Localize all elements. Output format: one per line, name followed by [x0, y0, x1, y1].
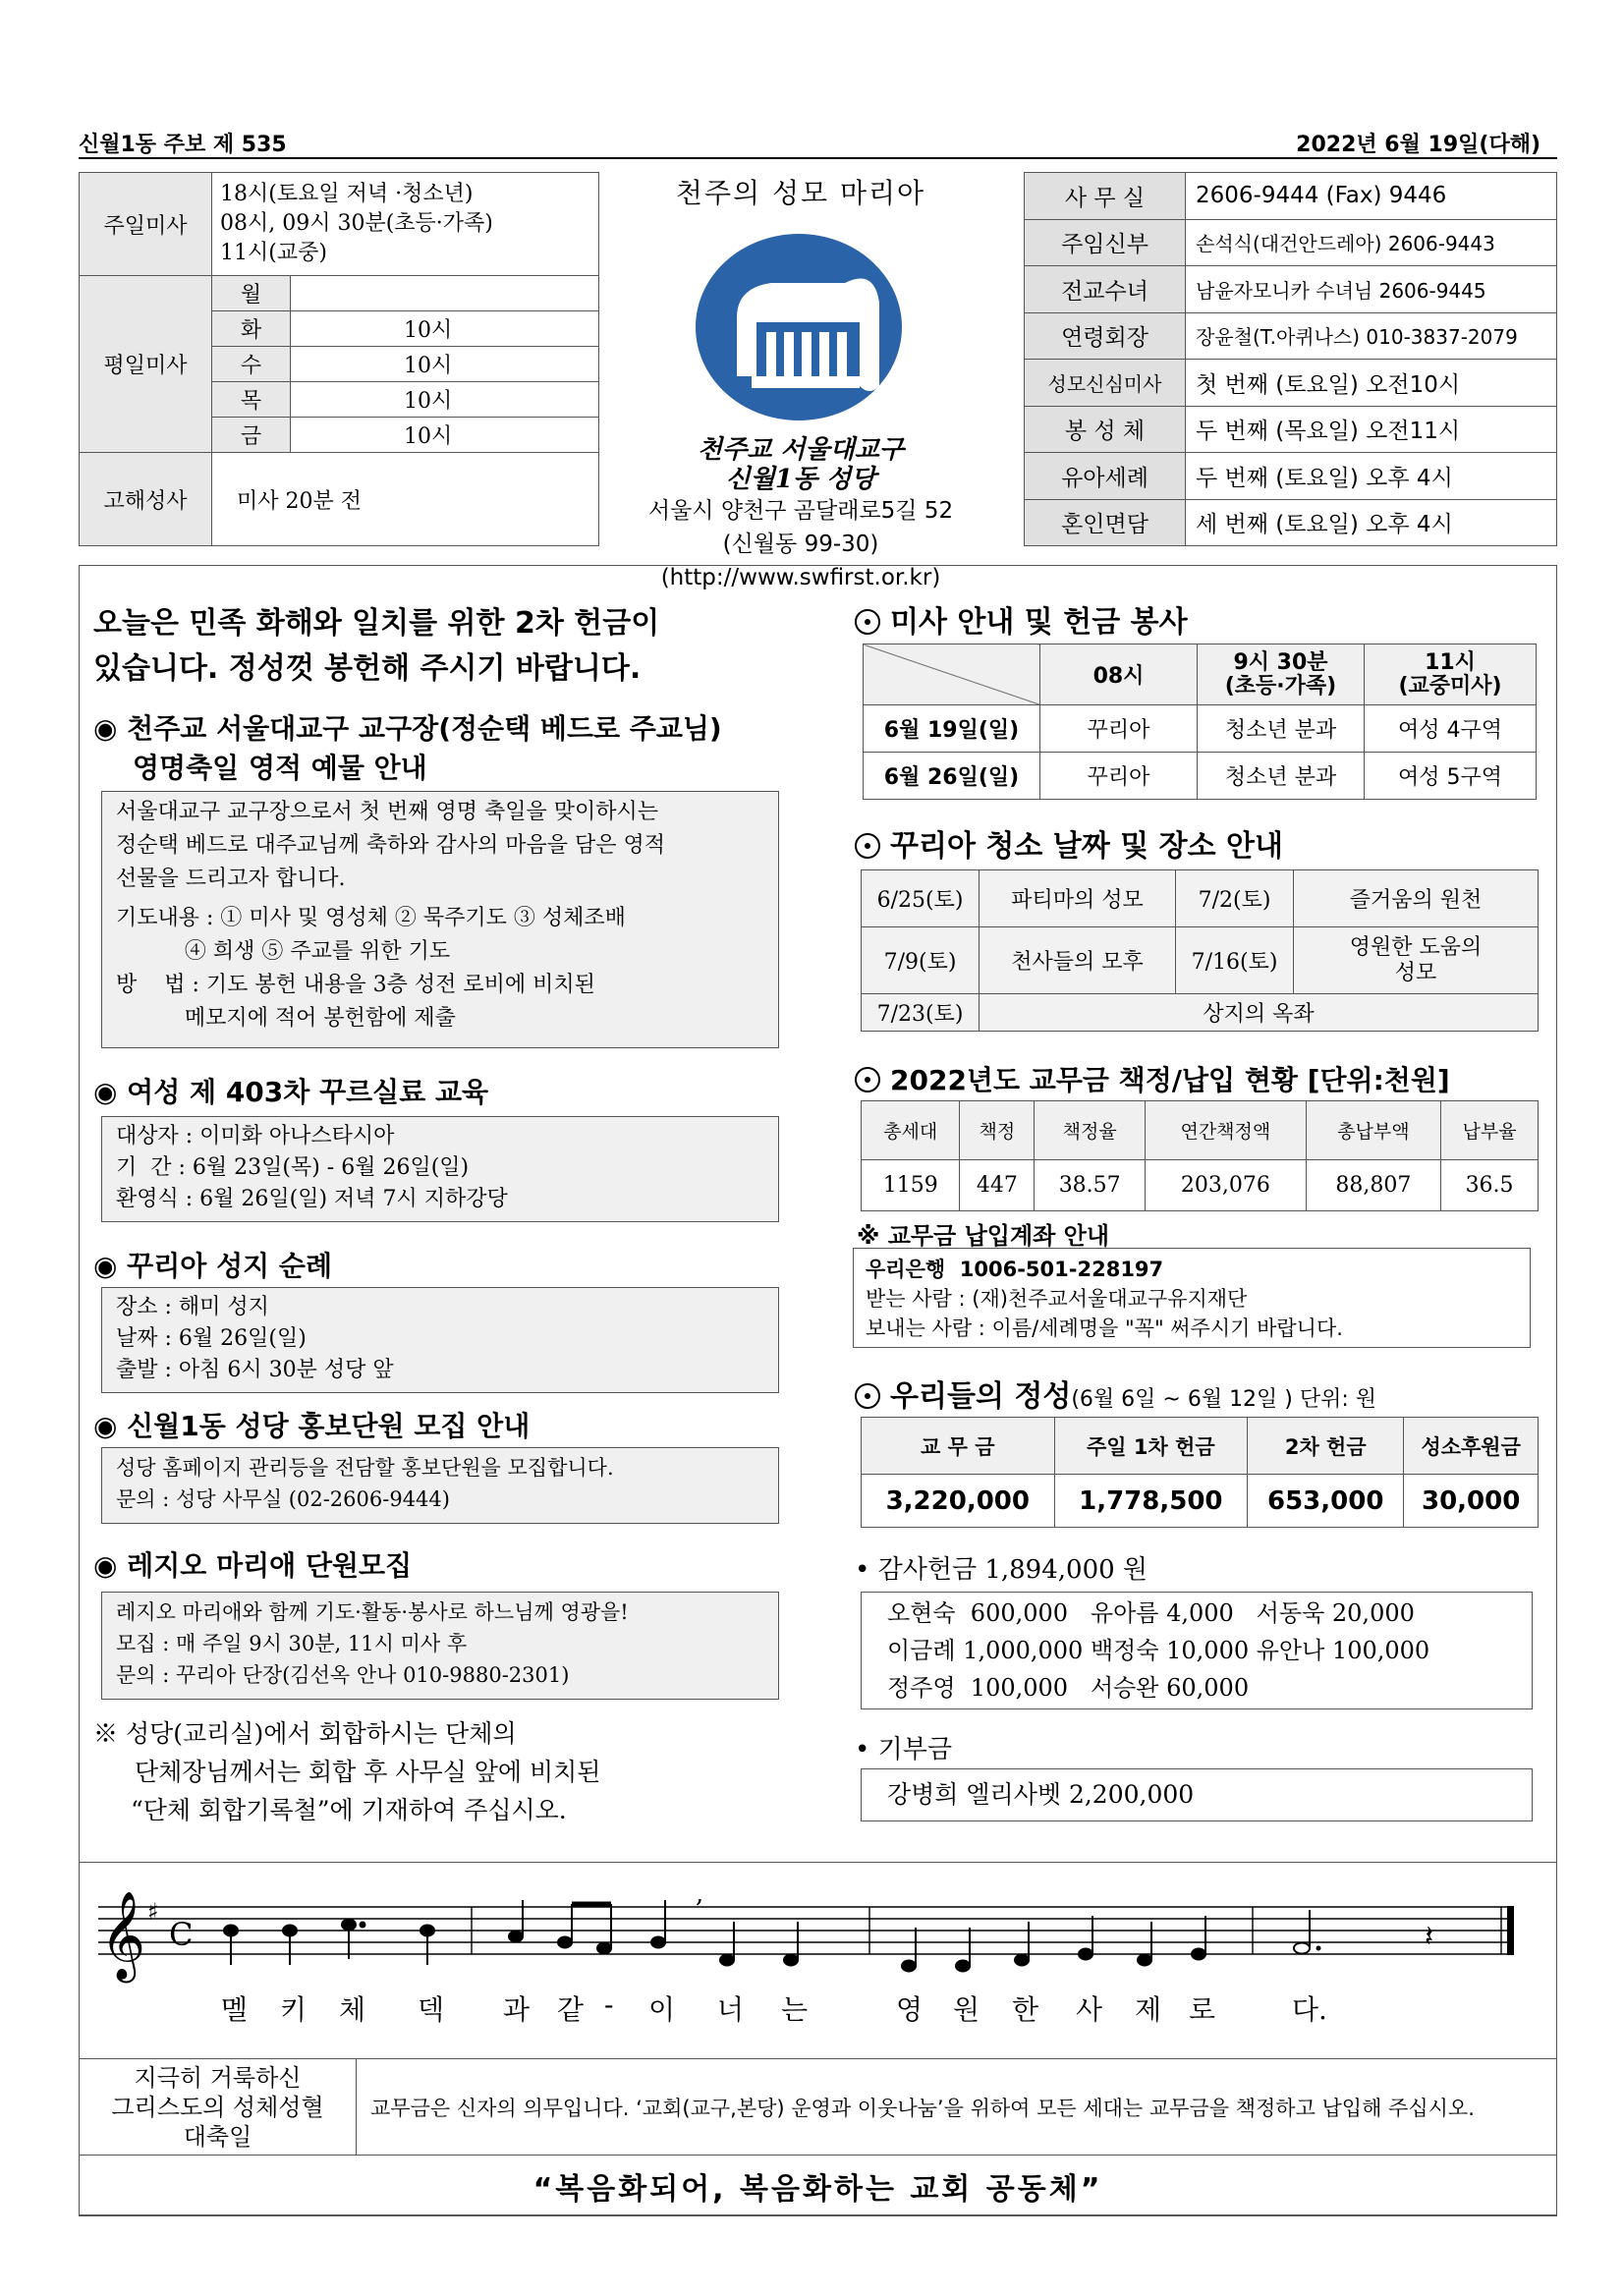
cleaning-place: 영원한 도움의 성모 — [1294, 927, 1539, 994]
cleaning-date: 7/23(토) — [862, 994, 980, 1032]
thanks-line: 정주영 100,000 서승완 60,000 — [887, 1674, 1250, 1702]
note-line: 출발 : 아침 6시 30분 성당 앞 — [116, 1358, 394, 1382]
lyric-syllable: 너 — [717, 1993, 745, 2026]
thanks-line: 오현숙 600,000 유아름 4,000 서동욱 20,000 — [887, 1599, 1415, 1627]
section-pilgrimage-title: ◉ 꾸리아 성지 순례 — [93, 1250, 333, 1282]
service-header: 08시 — [1040, 644, 1198, 705]
service-corner-cell — [864, 644, 1040, 705]
parish-motto: “복음화되어, 복음화하는 교회 공동체” — [80, 2156, 1557, 2216]
service-table — [863, 644, 1537, 800]
donation-title: • 기부금 — [855, 1735, 952, 1764]
svg-text:𝄞: 𝄞 — [100, 1891, 146, 1980]
music-staff — [79, 1862, 1557, 2058]
offering-header: 주일 1차 헌금 — [1054, 1418, 1248, 1475]
offering-period: (6월 6일 ~ 6월 12일 ) 단위: 원 — [1071, 1387, 1377, 1412]
weekday-mass-label: 평일미사 — [80, 276, 212, 453]
note-line: 기 간 : 6월 23일(목) - 6월 26일(일) — [116, 1155, 470, 1180]
dues-value: 36.5 — [1441, 1160, 1539, 1211]
offering-header: 교 무 금 — [862, 1418, 1055, 1475]
offering-value: 653,000 — [1248, 1475, 1404, 1528]
note-line: 성당 홈페이지 관리등을 전담할 홍보단원을 모집합니다. — [116, 1456, 614, 1480]
cleaning-table — [861, 869, 1539, 1032]
service-date: 6월 19일(일) — [864, 705, 1040, 753]
dues-value: 38.57 — [1035, 1160, 1146, 1211]
lyric-syllable: 원 — [953, 1993, 980, 2026]
dues-header: 납부율 — [1441, 1101, 1539, 1160]
service-cell: 여성 5구역 — [1365, 753, 1537, 800]
cursillo-note-box — [101, 1116, 779, 1222]
headline-line: 있습니다. 정성껏 봉헌해 주시기 바랍니다. — [93, 651, 642, 686]
weekday-time: 10시 — [291, 311, 599, 347]
dues-table — [861, 1100, 1539, 1211]
service-section-title — [855, 597, 1188, 641]
headline-line: 오늘은 민족 화해와 일치를 위한 2차 헌금이 — [93, 606, 660, 641]
parish-website[interactable]: (http://www.swfirst.or.kr) — [660, 565, 941, 590]
section-bullet-icon — [855, 833, 880, 859]
svg-text:♯: ♯ — [147, 1898, 159, 1926]
section-title-text: 우리들의 정성 — [890, 1379, 1072, 1414]
section-title-text: 미사 안내 및 헌금 봉사 — [890, 605, 1188, 640]
feast-line: 지극히 거룩하신 — [134, 2063, 302, 2092]
section-pr-team-title: ◉ 신월1동 성당 홍보단원 모집 안내 — [93, 1410, 531, 1442]
weekday-day: 목 — [212, 382, 291, 418]
dues-header: 책정율 — [1035, 1101, 1146, 1160]
note-line: 기도내용 : ① 미사 및 영성체 ② 묵주기도 ③ 성체조배 — [116, 906, 626, 930]
svg-text:C: C — [169, 1916, 194, 1953]
sunday-mass-times — [212, 173, 599, 276]
cleaning-place: 상지의 옥좌 — [980, 994, 1539, 1032]
service-cell: 여성 4구역 — [1365, 705, 1537, 753]
section-title-line: ◉ 천주교 서울대교구 교구장(정순택 베드로 주교님) — [93, 712, 722, 745]
section-bullet-icon — [855, 609, 880, 635]
section-title-line: 영명축일 영적 예물 안내 — [133, 752, 427, 784]
contact-label: 봉 성 체 — [1025, 406, 1186, 453]
contact-value: 세 번째 (토요일) 오후 4시 — [1186, 499, 1557, 546]
offering-table — [861, 1417, 1539, 1528]
dues-header: 연간책정액 — [1146, 1101, 1307, 1160]
lyric-syllable: 로 — [1189, 1993, 1216, 2026]
contact-value: 장윤철(T.아퀴나스) 010-3837-2079 — [1186, 312, 1557, 360]
dues-header: 총세대 — [862, 1101, 960, 1160]
contact-value: 첫 번째 (토요일) 오전10시 — [1186, 360, 1557, 407]
account-line: 받는 사람 : (재)천주교서울대교구유지재단 — [866, 1287, 1248, 1311]
note-line: 대상자 : 이미화 아나스타시아 — [116, 1124, 395, 1148]
note-line: 장소 : 해미 성지 — [116, 1295, 269, 1319]
contact-value: 2606-9444 (Fax) 9446 — [1186, 173, 1557, 220]
sunday-mass-line: 18시(토요일 저녁 ·청소년) — [220, 182, 474, 206]
section-title-text: 2022년도 교무금 책정/납입 현황 [단위:천원] — [890, 1064, 1450, 1096]
section-bullet-icon — [855, 1067, 880, 1092]
note-line: 레지오 마리애와 함께 기도·활동·봉사로 하느님께 영광을! — [116, 1600, 629, 1624]
dues-header: 총납부액 — [1306, 1101, 1440, 1160]
calligraphy-line: 천주교 서울대교구 — [698, 435, 904, 465]
contact-value: 손석식(대건안드레아) 2606-9443 — [1186, 219, 1557, 266]
note-line: 문의 : 성당 사무실 (02-2606-9444) — [116, 1487, 450, 1511]
note-line: 메모지에 적어 봉헌함에 제출 — [116, 1006, 456, 1031]
offering-header: 성소후원금 — [1404, 1418, 1539, 1475]
contact-value: 두 번째 (토요일) 오후 4시 — [1186, 453, 1557, 500]
lyric-syllable: 다. — [1292, 1993, 1327, 2026]
cleaning-date: 7/16(토) — [1176, 927, 1294, 994]
contact-label: 성모신심미사 — [1025, 360, 1186, 407]
weekday-day: 수 — [212, 347, 291, 382]
offering-value: 30,000 — [1404, 1475, 1539, 1528]
weekday-time: 10시 — [291, 347, 599, 382]
feast-line: 대축일 — [183, 2122, 252, 2151]
lyric-syllable: 제 — [1135, 1993, 1162, 2026]
donation-box: 강병희 엘리사벳 2,200,000 — [861, 1768, 1533, 1821]
cleaning-place: 파티마의 성모 — [980, 870, 1176, 927]
dues-value: 1159 — [862, 1160, 960, 1211]
service-cell: 꾸리아 — [1040, 705, 1198, 753]
note-line: 모집 : 매 주일 9시 30분, 11시 미사 후 — [116, 1632, 468, 1655]
note-line: 방 법 : 기도 봉헌 내용을 3층 성전 로비에 비치된 — [116, 973, 595, 997]
lyric-syllable: 이 — [648, 1993, 676, 2026]
notice-line: ※ 성당(교리실)에서 회합하시는 단체의 — [93, 1719, 517, 1748]
section-bullet-icon — [855, 1383, 880, 1409]
lyric-syllable: 는 — [781, 1993, 809, 2026]
lyric-syllable: 사 — [1076, 1993, 1103, 2026]
cleaning-section-title — [855, 821, 1283, 865]
weekday-time: 10시 — [291, 418, 599, 453]
weekday-time — [291, 276, 599, 311]
feast-cell — [80, 2059, 357, 2156]
bulletin-date: 2022년 6월 19일(다해) — [1296, 133, 1540, 157]
bulletin-number: 신월1동 주보 제 535 — [79, 133, 287, 157]
pr-team-note-box — [101, 1447, 779, 1524]
calligraphy-line: 신월1동 성당 — [725, 465, 876, 494]
weekday-day: 금 — [212, 418, 291, 453]
note-line: 정순택 베드로 대주교님께 축하와 감사의 마음을 담은 영적 — [116, 833, 666, 858]
legio-note-box — [101, 1592, 779, 1700]
section-title-text: 꾸리아 청소 날짜 및 장소 안내 — [890, 829, 1283, 864]
section-legio-title: ◉ 레지오 마리애 단원모집 — [93, 1549, 413, 1582]
section-cursillo-title: ◉ 여성 제 403차 꾸르실료 교육 — [93, 1076, 489, 1108]
cleaning-place: 천사들의 모후 — [980, 927, 1176, 994]
dues-value: 203,076 — [1146, 1160, 1307, 1211]
note-line: 서울대교구 교구장으로서 첫 번째 영명 축일을 맞이하시는 — [116, 800, 659, 824]
lyric-syllable: 체 — [339, 1993, 366, 2026]
mass-schedule-table — [79, 172, 599, 546]
pilgrimage-note-box — [101, 1287, 779, 1393]
sunday-mass-line: 08시, 09시 30분(초등·가족) — [220, 211, 493, 236]
notice-line: “단체 회합기록철”에 기재하여 주십시오. — [131, 1796, 567, 1824]
service-cell: 청소년 분과 — [1198, 753, 1365, 800]
lyric-syllable: - — [604, 1988, 614, 2021]
parish-logo-block — [609, 172, 992, 594]
parish-name: 천주의 성모 마리아 — [675, 177, 926, 209]
offering-value: 1,778,500 — [1054, 1475, 1248, 1528]
service-date: 6월 26일(일) — [864, 753, 1040, 800]
contact-label: 사 무 실 — [1025, 173, 1186, 220]
lyric-syllable: 한 — [1012, 1993, 1039, 2026]
contact-value: 두 번째 (목요일) 오전11시 — [1186, 406, 1557, 453]
lyric-syllable: 키 — [280, 1993, 308, 2026]
cleaning-date: 7/9(토) — [862, 927, 980, 994]
feast-line: 그리스도의 성체성혈 — [111, 2093, 324, 2121]
second-collection-headline — [93, 601, 659, 692]
service-header: 9시 30분 (초등·가족) — [1198, 644, 1365, 705]
contact-label: 연령회장 — [1025, 312, 1186, 360]
contact-label: 혼인면담 — [1025, 499, 1186, 546]
lyric-syllable: 멜 — [221, 1993, 249, 2026]
note-line: 날짜 : 6월 26일(일) — [116, 1326, 307, 1351]
service-cell: 청소년 분과 — [1198, 705, 1365, 753]
cleaning-date: 6/25(토) — [862, 870, 980, 927]
account-line: 보내는 사람 : 이름/세례명을 "꼭" 써주시기 바랍니다. — [866, 1316, 1343, 1340]
parish-address: 서울시 양천구 곰달래로5길 52 — [647, 498, 954, 524]
confession-value: 미사 20분 전 — [212, 453, 599, 546]
service-cell: 꾸리아 — [1040, 753, 1198, 800]
dues-section-title — [855, 1059, 1450, 1098]
note-line: ④ 희생 ⑤ 주교를 위한 기도 — [116, 939, 451, 964]
parish-address-old: (신월동 99-30) — [722, 532, 879, 557]
contact-label: 전교수녀 — [1025, 266, 1186, 313]
note-line: 문의 : 꾸리아 단장(김선옥 안나 010-9880-2301) — [116, 1663, 570, 1687]
service-header: 11시 (교중미사) — [1365, 644, 1537, 705]
contact-label: 유아세례 — [1025, 453, 1186, 500]
sunday-mass-label: 주일미사 — [80, 173, 212, 276]
group-meeting-notice — [93, 1714, 600, 1829]
offering-value: 3,220,000 — [862, 1475, 1055, 1528]
offering-section-title — [855, 1372, 1376, 1415]
header-rule — [79, 157, 1557, 159]
weekday-time: 10시 — [291, 382, 599, 418]
account-line: 우리은행 1006-501-228197 — [866, 1258, 1164, 1281]
cleaning-place: 즐거움의 원천 — [1294, 870, 1539, 927]
thanks-line: 이금례 1,000,000 백정숙 10,000 유안나 100,000 — [887, 1637, 1430, 1664]
account-box — [853, 1248, 1531, 1348]
note-line: 환영식 : 6월 26일(일) 저녁 7시 지하강당 — [116, 1187, 508, 1211]
cleaning-date: 7/2(토) — [1176, 870, 1294, 927]
weekday-day: 화 — [212, 311, 291, 347]
contact-value: 남윤자모니카 수녀님 2606-9445 — [1186, 266, 1557, 313]
lyric-syllable: 덱 — [418, 1993, 445, 2026]
archbishop-note-box — [101, 791, 779, 1048]
svg-text:𝄽: 𝄽 — [1425, 1920, 1434, 1954]
note-line: 선물을 드리고자 합니다. — [116, 867, 346, 891]
contact-label: 주임신부 — [1025, 219, 1186, 266]
parish-logo-icon — [683, 229, 919, 425]
notice-line: 단체장님께서는 회합 후 사무실 앞에 비치된 — [135, 1758, 601, 1786]
dues-header: 책정 — [960, 1101, 1035, 1160]
dues-value: 88,807 — [1306, 1160, 1440, 1211]
bottom-table — [79, 2058, 1557, 2216]
svg-text:,: , — [696, 1879, 704, 1909]
sunday-mass-line: 11시(교중) — [220, 241, 327, 265]
lyrics-line — [79, 1988, 1557, 2028]
lyric-syllable: 과 — [503, 1993, 531, 2026]
parish-calligraphy — [609, 435, 992, 494]
thanks-offering-title: • 감사헌금 1,894,000 원 — [855, 1555, 1148, 1585]
contact-table — [1024, 172, 1557, 546]
lyric-syllable: 영 — [896, 1993, 924, 2026]
confession-label: 고해성사 — [80, 453, 212, 546]
dues-notice: 교무금은 신자의 의무입니다. ‘교회(교구,본당) 운영과 이웃나눔’을 위하여 모든 세대는 교무금을 책정하고 납입해 주십시오. — [357, 2059, 1557, 2156]
offering-header: 2차 헌금 — [1248, 1418, 1404, 1475]
dues-value: 447 — [960, 1160, 1035, 1211]
section-archbishop-title — [93, 709, 722, 788]
music-notation-graphic — [79, 1863, 1557, 2059]
thanks-offering-box — [861, 1592, 1533, 1709]
weekday-day: 월 — [212, 276, 291, 311]
account-title: ※ 교무금 납입계좌 안내 — [857, 1222, 1110, 1250]
lyric-syllable: 같 — [557, 1993, 585, 2026]
